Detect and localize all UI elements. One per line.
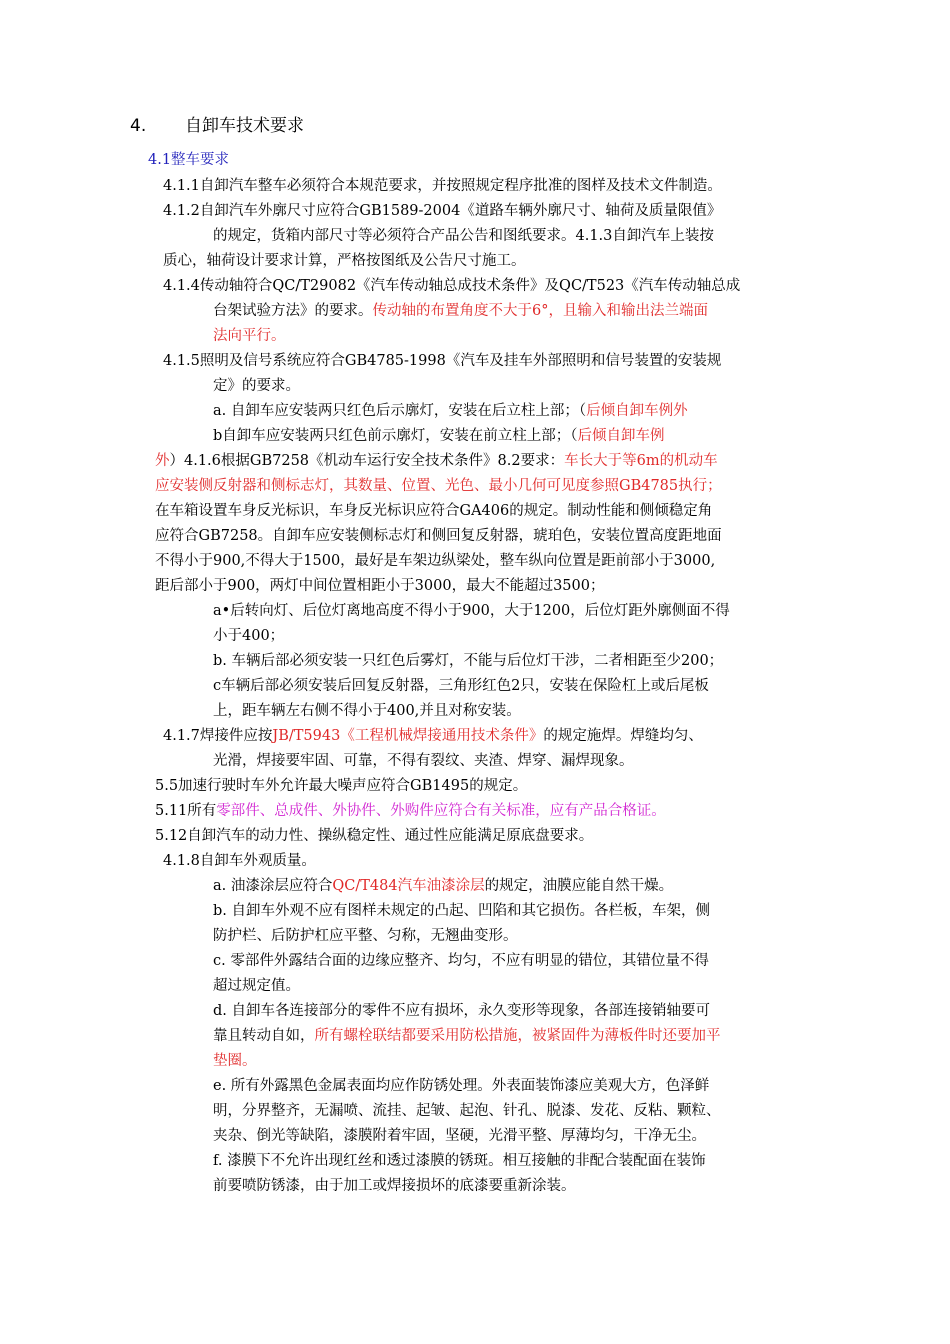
text-line — [163, 176, 722, 196]
highlighted-text: QC/T484汽车油漆涂层 — [332, 878, 485, 894]
text-segment: 超过规定值。 — [213, 978, 300, 994]
text-line — [213, 601, 730, 621]
text-segment: 明，分界整齐，无漏喷、流挂、起皱、起泡、针孔、脱漆、发花、反粘、颗粒、 — [213, 1103, 721, 1119]
highlighted-text: JB/T5943《工程机械焊接通用技术条件》 — [272, 728, 544, 744]
text-segment: 不得小于900,不得大于1500，最好是车架边纵梁处，整车纵向位置是距前部小于3000, — [155, 553, 716, 569]
text-segment: 光滑，焊接要牢固、可靠，不得有裂纹、夹渣、焊穿、漏焊现象。 — [213, 753, 634, 769]
text-segment: 上，距车辆左右侧不得小于400,并且对称安装。 — [213, 703, 521, 719]
text-segment: 4.1.1自卸汽车整车必须符合本规范要求，并按照规定程序批准的图样及技术文件制造。 — [163, 178, 722, 194]
highlighted-text: 外 — [155, 453, 170, 469]
text-line — [155, 776, 527, 796]
highlighted-text: 车长大于等6m的机动车 — [564, 453, 718, 469]
text-line — [213, 1051, 257, 1071]
text-segment: c. 零部件外露结合面的边缘应整齐、均匀，不应有明显的错位，其错位量不得 — [213, 953, 709, 969]
highlighted-text: 4.1整车要求 — [148, 152, 230, 168]
text-segment: b自卸车应安装两只红色前示廓灯，安装在前立柱上部；（ — [213, 428, 578, 444]
text-line — [213, 376, 300, 396]
text-segment: 4.1.4传动轴符合QC/T29082《汽车传动轴总成技术条件》及QC/T523《汽车传动轴总成 — [163, 278, 741, 294]
text-line — [213, 401, 688, 421]
text-line — [213, 1126, 706, 1146]
highlighted-text: 后倾自卸车例 — [577, 428, 665, 444]
text-segment: 靠且转动自如， — [213, 1028, 315, 1044]
text-segment: 应符合GB7258。自卸车应安装侧标志灯和侧回复反射器，琥珀色，安装位置高度距地面 — [155, 528, 722, 544]
text-segment: 4.1.5照明及信号系统应符合GB4785-1998《汽车及挂车外部照明和信号装置的安装规 — [163, 353, 722, 369]
text-line — [213, 701, 521, 721]
text-segment: 在车箱设置车身反光标识，车身反光标识应符合GA406的规定。制动性能和侧倾稳定角 — [155, 503, 713, 519]
text-line — [155, 551, 715, 571]
text-segment: 距后部小于900，两灯中间位置相距小于3000，最大不能超过3500； — [155, 578, 605, 594]
text-segment: c车辆后部必须安装后回复反射器，三角形红色2只，安装在保险杠上或后尾板 — [213, 678, 709, 694]
text-line — [213, 1001, 710, 1021]
text-line — [163, 251, 526, 271]
text-line — [163, 726, 703, 746]
text-segment: 4.1.2自卸汽车外廓尺寸应符合GB1589-2004《道路车辆外廓尺寸、轴荷及质量限值》 — [163, 203, 722, 219]
section-title: 自卸车技术要求 — [185, 116, 304, 136]
text-segment: 质心，轴荷设计要求计算，严格按图纸及公告尺寸施工。 — [163, 253, 526, 269]
text-line — [155, 801, 666, 821]
text-segment: d. 自卸车各连接部分的零件不应有损坏，永久变形等现象，各部连接销轴要可 — [213, 1003, 710, 1019]
text-line — [213, 226, 714, 246]
text-line — [213, 1176, 576, 1196]
text-segment: a•后转向灯、后位灯离地高度不得小于900，大于1200，后位灯距外廓侧面不得 — [213, 603, 730, 619]
text-segment: 台架试验方法》的要求。 — [213, 303, 373, 319]
highlighted-text: 垫圈。 — [213, 1053, 257, 1069]
text-line — [213, 651, 723, 671]
text-segment: 小于400； — [213, 628, 285, 644]
text-segment: 防护栏、后防护杠应平整、匀称，无翘曲变形。 — [213, 928, 518, 944]
text-segment: 的规定施焊。焊缝均匀、 — [543, 728, 703, 744]
text-segment: b. 车辆后部必须安装一只红色后雾灯，不能与后位灯干涉，二者相距至少200； — [213, 653, 724, 669]
text-line — [155, 576, 604, 596]
text-line — [163, 201, 721, 221]
text-segment: 4.1.8自卸车外观质量。 — [163, 853, 316, 869]
text-line — [155, 826, 593, 846]
text-line — [155, 451, 718, 471]
text-segment: 夹杂、倒光等缺陷，漆膜附着牢固，坚硬，光滑平整、厚薄均匀，干净无尘。 — [213, 1128, 706, 1144]
text-segment: f. 漆膜下不允许出现红丝和透过漆膜的锈斑。相互接触的非配合装配面在装饰 — [213, 1153, 706, 1169]
text-line — [213, 326, 286, 346]
text-segment: 前要喷防锈漆，由于加工或焊接损坏的底漆要重新涂装。 — [213, 1178, 576, 1194]
text-line — [148, 150, 229, 170]
highlighted-text: 法向平行。 — [213, 328, 286, 344]
text-segment: 5.5加速行驶时车外允许最大噪声应符合GB1495的规定。 — [155, 778, 528, 794]
text-line — [155, 476, 722, 496]
text-line — [155, 526, 722, 546]
text-line — [213, 1101, 721, 1121]
text-line — [213, 976, 300, 996]
text-segment: 的规定，油膜应能自然干燥。 — [484, 878, 674, 894]
text-segment: 5.12自卸汽车的动力性、操纵稳定性、通过性应能满足原底盘要求。 — [155, 828, 594, 844]
text-segment: a. 油漆涂层应符合 — [213, 878, 333, 894]
highlighted-text: 传动轴的布置角度不大于6°，且输入和输出法兰端面 — [372, 303, 708, 319]
highlighted-text: 零部件、总成件、外协件、外购件应符合有关标准，应有产品合格证。 — [216, 803, 666, 819]
section-number: 4. — [130, 116, 147, 136]
text-line — [163, 351, 721, 371]
text-line — [213, 1151, 706, 1171]
text-line — [213, 676, 709, 696]
text-segment: 的规定，货箱内部尺寸等必须符合产品公告和图纸要求。4.1.3自卸汽车上装按 — [213, 228, 714, 244]
text-line — [213, 751, 634, 771]
highlighted-text: 应安装侧反射器和侧标志灯，其数量、位置、光色、最小几何可见度参照GB4785执行； — [155, 478, 722, 494]
text-line — [163, 851, 316, 871]
text-line — [213, 301, 708, 321]
text-line — [213, 951, 709, 971]
highlighted-text: 后倾自卸车例外 — [586, 403, 688, 419]
text-line — [213, 876, 673, 896]
text-line — [213, 1026, 721, 1046]
text-line — [155, 501, 712, 521]
text-segment: 4.1.7焊接件应按 — [163, 728, 273, 744]
section-heading — [130, 115, 304, 137]
text-line — [213, 1076, 709, 1096]
text-segment: 5.11所有 — [155, 803, 217, 819]
text-line — [213, 426, 665, 446]
text-segment: e. 所有外露黑色金属表面均应作防锈处理。外表面装饰漆应美观大方，色泽鲜 — [213, 1078, 710, 1094]
text-segment: b. 自卸车外观不应有图样未规定的凸起、凹陷和其它损伤。各栏板，车架，侧 — [213, 903, 710, 919]
text-segment: ）4.1.6根据GB7258《机动车运行安全技术条件》8.2要求： — [169, 453, 565, 469]
text-segment: a. 自卸车应安装两只红色后示廓灯，安装在后立柱上部；（ — [213, 403, 587, 419]
text-line — [213, 901, 710, 921]
text-line — [213, 926, 518, 946]
highlighted-text: 所有螺栓联结都要采用防松措施，被紧固件为薄板件时还要加平 — [314, 1028, 721, 1044]
text-segment: 定》的要求。 — [213, 378, 300, 394]
text-line — [163, 276, 740, 296]
text-line — [213, 626, 284, 646]
